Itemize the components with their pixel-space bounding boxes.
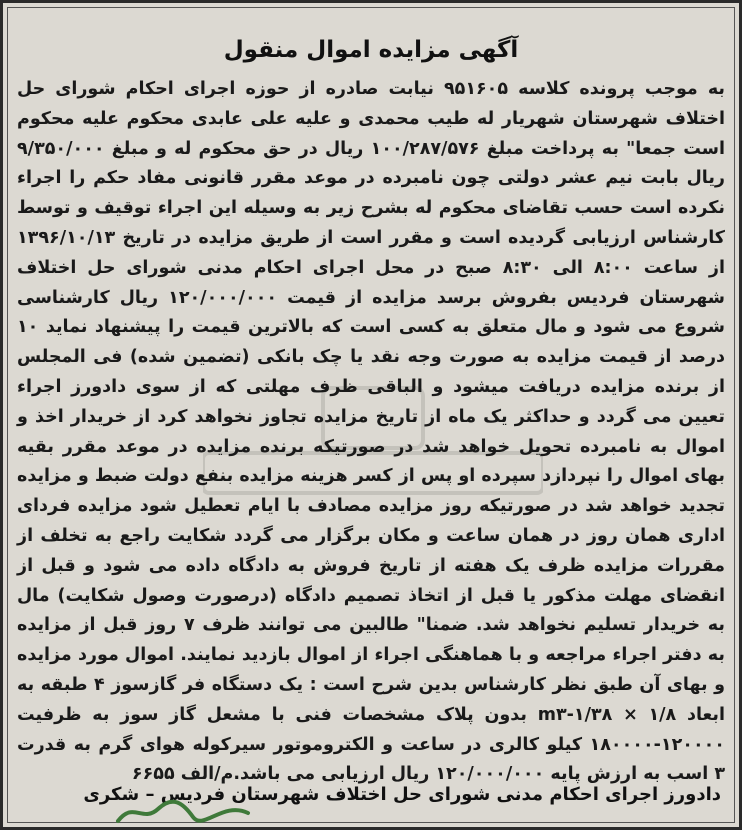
notice-body-paragraph: به موجب پرونده کلاسه ۹۵۱۶۰۵ نیابت صادره از حوزه اجرای احکام شورای حل اختلاف شهرستان شهریار له طیب محمدی و علیه علی عابدی محکوم علیه محکوم است جمعا" به پرداخت مبلغ ۱۰۰/۲۸۷/۵۷۶ ریال در حق محکوم له و مبلغ ۹/۳۵۰/۰۰۰ ریال بابت نیم عشر دولتی چون نامبرده در موعد مقرر قانونی مفاد حکم را اجراء نکرده است حسب تقاضای محکوم له بشرح زیر به وسیله این اجراء توقیف و توسط کارشناس ارزیابی گردیده است و مقرر است از طریق مزایده در تاریخ ۱۳۹۶/۱۰/۱۳ از ساعت ۸:۰۰ الی ۸:۳۰ صبح در محل اجرای احکام مدنی شورای حل اختلاف شهرستان فردیس بفروش برسد مزایده از قیمت ۱۲۰/۰۰۰/۰۰۰ ریال کارشناسی شروع می شود و مال متعلق به کسی است که بالاترین قیمت را پیشنهاد نماید ۱۰ درصد از قیمت مزایده به صورت وجه نقد یا چک بانکی (تضمین شده) فی المجلس از برنده مزایده دریافت میشود و الباقی ظرف مهلتی که از سوی دادورز اجراء تعیین می گردد و حداکثر یک ماه از تاریخ مزایده تجاوز نخواهد کرد از خریدار اخذ و اموال به نامبرده تحویل خواهد شد در صورتیکه برنده مزایده در موعد مقرر بقیه بهای اموال را نپردازد سپرده او پس از کسر هزینه مزایده بنفع دولت ضبط و مزایده تجدید خواهد شد در صورتیکه روز مزایده مصادف با ایام تعطیل شود مزایده فردای اداری همان روز در همان ساعت و مکان برگزار می گردد شکایت راجع به تخلف از مقررات مزایده ظرف یک هفته از تاریخ فروش به دادگاه داده می شود و قبل از انقضای مهلت مذکور یا قبل از اتخاذ تصمیم دادگاه (درصورت وصول شکایت) مال به خریدار تسلیم نخواهد شد. ضمنا" طالبین می توانند ظرف ۷ روز قبل از مزایده به دفتر اجراء مراجعه و با هماهنگی اجراء از اموال بازدید نمایند. اموال مورد مزایده و بهای آن طبق نظر کارشناس بدین شرح است : یک دستگاه فر گازسوز ۴ طبقه به ابعاد ۱/۸ × ۱/۳۸-m۳ بدون پلاک مشخصات فنی با مشعل گاز سوز به ظرفیت ۱۲۰۰۰۰-۱۸۰۰۰۰ کیلو کالری در ساعت و الکتروموتور سیرکوله هوای گرم به قدرت ۳ اسب به ارزش پایه ۱۲۰/۰۰۰/۰۰۰ ریال ارزیابی می باشد.م/الف ۶۶۵۵ [17,79,726,785]
notice-signature: دادورز اجرای احکام مدنی شورای حل اختلاف شهرستان فردیس – شکری [83,784,721,805]
notice-title: آگهی مزایده اموال منقول [223,37,519,63]
notice-body [17,75,725,790]
green-stamp-scribble [113,799,253,825]
